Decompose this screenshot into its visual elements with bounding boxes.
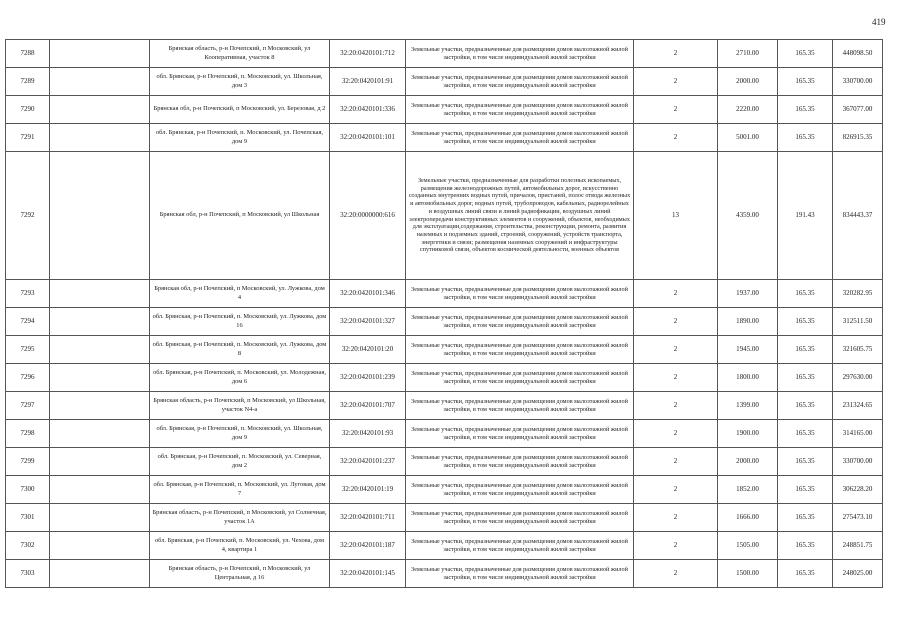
cadastral-value-cell: 367077.00 (833, 96, 883, 124)
row-number-cell: 7302 (6, 532, 50, 560)
specific-value-cell: 165.35 (778, 448, 833, 476)
table-row (6, 504, 883, 532)
address-cell: Брянская область, р-н Почепский, п Московский, ул Школьная, участок N4-а (150, 392, 330, 420)
area-cell: 1890.00 (718, 308, 778, 336)
blank-cell (50, 68, 150, 96)
land-use-purpose-cell: Земельные участки, предназначенные для размещения домов малоэтажной жилой застройки, в том числе индивидуальной жилой застройки (406, 68, 634, 96)
address-cell: обл. Брянская, р-н Почепский, п. Московский, ул. Лужкова, дом 8 (150, 336, 330, 364)
group-number-cell: 2 (634, 364, 718, 392)
address-cell: обл. Брянская, р-н Почепский, п. Московский, ул. Северная, дом 2 (150, 448, 330, 476)
blank-cell (50, 124, 150, 152)
address-cell: обл. Брянская, р-н Почепский, п. Московский, ул. Школьная, дом 9 (150, 420, 330, 448)
row-number-cell: 7296 (6, 364, 50, 392)
land-use-purpose-cell: Земельные участки, предназначенные для размещения домов малоэтажной жилой застройки, в том числе индивидуальной жилой застройки (406, 420, 634, 448)
cadastral-value-cell: 826915.35 (833, 124, 883, 152)
table-row (6, 364, 883, 392)
area-cell: 1666.00 (718, 504, 778, 532)
land-use-purpose-cell: Земельные участки, предназначенные для размещения домов малоэтажной жилой застройки, в том числе индивидуальной жилой застройки (406, 336, 634, 364)
specific-value-cell: 165.35 (778, 532, 833, 560)
area-cell: 1900.00 (718, 420, 778, 448)
specific-value-cell: 165.35 (778, 420, 833, 448)
address-cell: Брянская область, р-н Почепский, п Московский, ул Центральная, д 16 (150, 560, 330, 588)
land-use-purpose-cell: Земельные участки, предназначенные для размещения домов малоэтажной жилой застройки, в том числе индивидуальной жилой застройки (406, 364, 634, 392)
area-cell: 1399.00 (718, 392, 778, 420)
blank-cell (50, 392, 150, 420)
land-use-purpose-cell: Земельные участки, предназначенные для размещения домов малоэтажной жилой застройки, в том числе индивидуальной жилой застройки (406, 124, 634, 152)
area-cell: 2710.00 (718, 40, 778, 68)
row-number-cell: 7290 (6, 96, 50, 124)
specific-value-cell: 165.35 (778, 364, 833, 392)
blank-cell (50, 308, 150, 336)
table-row (6, 152, 883, 280)
specific-value-cell: 165.35 (778, 124, 833, 152)
group-number-cell: 2 (634, 40, 718, 68)
row-number-cell: 7303 (6, 560, 50, 588)
cadastral-value-cell: 314165.00 (833, 420, 883, 448)
land-use-purpose-cell: Земельные участки, предназначенные для размещения домов малоэтажной жилой застройки, в том числе индивидуальной жилой застройки (406, 96, 634, 124)
specific-value-cell: 165.35 (778, 280, 833, 308)
specific-value-cell: 165.35 (778, 476, 833, 504)
group-number-cell: 2 (634, 476, 718, 504)
area-cell: 1500.00 (718, 560, 778, 588)
table-row (6, 448, 883, 476)
cadastral-number-cell: 32:20:0420101:707 (330, 392, 406, 420)
cadastral-number-cell: 32:20:0420101:145 (330, 560, 406, 588)
group-number-cell: 2 (634, 504, 718, 532)
row-number-cell: 7291 (6, 124, 50, 152)
row-number-cell: 7289 (6, 68, 50, 96)
group-number-cell: 2 (634, 532, 718, 560)
cadastral-number-cell: 32:20:0420101:187 (330, 532, 406, 560)
row-number-cell: 7301 (6, 504, 50, 532)
blank-cell (50, 152, 150, 280)
cadastral-number-cell: 32:20:0420101:711 (330, 504, 406, 532)
cadastral-value-cell: 330700.00 (833, 448, 883, 476)
land-use-purpose-cell: Земельные участки, предназначенные для размещения домов малоэтажной жилой застройки, в том числе индивидуальной жилой застройки (406, 532, 634, 560)
blank-cell (50, 280, 150, 308)
cadastral-number-cell: 32:20:0420101:712 (330, 40, 406, 68)
table-body (6, 40, 883, 588)
table-row (6, 336, 883, 364)
land-use-purpose-cell: Земельные участки, предназначенные для размещения домов малоэтажной жилой застройки, в том числе индивидуальной жилой застройки (406, 308, 634, 336)
table-row (6, 280, 883, 308)
table-row (6, 96, 883, 124)
cadastral-value-cell: 448098.50 (833, 40, 883, 68)
table-row (6, 308, 883, 336)
land-use-purpose-cell: Земельные участки, предназначенные для размещения домов малоэтажной жилой застройки, в том числе индивидуальной жилой застройки (406, 280, 634, 308)
address-cell: Брянская обл, р-н Почепский, п Московский, ул. Лужкова, дом 4 (150, 280, 330, 308)
table-row (6, 68, 883, 96)
cadastral-number-cell: 32:20:0420101:239 (330, 364, 406, 392)
address-cell: обл. Брянская, р-н Почепский, п. Московский, ул. Почепская, дом 9 (150, 124, 330, 152)
area-cell: 1945.00 (718, 336, 778, 364)
address-cell: Брянская область, р-н Почепский, п Московский, ул Солнечная, участок 1А (150, 504, 330, 532)
area-cell: 4359.00 (718, 152, 778, 280)
area-cell: 2220.00 (718, 96, 778, 124)
address-cell: Брянская область, р-н Почепский, п Московский, ул Кооперативная, участок 8 (150, 40, 330, 68)
cadastral-value-cell: 231324.65 (833, 392, 883, 420)
specific-value-cell: 165.35 (778, 392, 833, 420)
group-number-cell: 2 (634, 96, 718, 124)
specific-value-cell: 165.35 (778, 40, 833, 68)
land-use-purpose-cell: Земельные участки, предназначенные для размещения домов малоэтажной жилой застройки, в том числе индивидуальной жилой застройки (406, 476, 634, 504)
blank-cell (50, 96, 150, 124)
table-row (6, 532, 883, 560)
specific-value-cell: 165.35 (778, 68, 833, 96)
cadastral-number-cell: 32:20:0420101:20 (330, 336, 406, 364)
row-number-cell: 7288 (6, 40, 50, 68)
blank-cell (50, 420, 150, 448)
address-cell: обл. Брянская, р-н Почепский, п. Московский, ул. Молодежная, дом 6 (150, 364, 330, 392)
row-number-cell: 7297 (6, 392, 50, 420)
page-number: 419 (872, 17, 886, 27)
cadastral-value-cell: 248851.75 (833, 532, 883, 560)
address-cell: Брянская обл, р-н Почепский, п Московский, ул Школьная (150, 152, 330, 280)
table-row (6, 420, 883, 448)
blank-cell (50, 532, 150, 560)
cadastral-number-cell: 32:20:0420101:91 (330, 68, 406, 96)
row-number-cell: 7300 (6, 476, 50, 504)
specific-value-cell: 165.35 (778, 96, 833, 124)
table-row (6, 476, 883, 504)
area-cell: 1800.00 (718, 364, 778, 392)
group-number-cell: 2 (634, 124, 718, 152)
cadastral-value-cell: 834443.37 (833, 152, 883, 280)
blank-cell (50, 476, 150, 504)
row-number-cell: 7292 (6, 152, 50, 280)
blank-cell (50, 336, 150, 364)
cadastral-number-cell: 32:20:0000000:616 (330, 152, 406, 280)
cadastral-number-cell: 32:20:0420101:237 (330, 448, 406, 476)
group-number-cell: 2 (634, 420, 718, 448)
group-number-cell: 2 (634, 280, 718, 308)
row-number-cell: 7299 (6, 448, 50, 476)
address-cell: обл. Брянская, р-н Почепский, п. Московский, ул. Чехова, дом 4, квартира 1 (150, 532, 330, 560)
group-number-cell: 2 (634, 308, 718, 336)
group-number-cell: 2 (634, 560, 718, 588)
cadastral-number-cell: 32:20:0420101:336 (330, 96, 406, 124)
land-use-purpose-cell: Земельные участки, предназначенные для размещения домов малоэтажной жилой застройки, в том числе индивидуальной жилой застройки (406, 40, 634, 68)
area-cell: 1505.00 (718, 532, 778, 560)
specific-value-cell: 165.35 (778, 308, 833, 336)
table-row (6, 392, 883, 420)
cadastral-value-cell: 320282.95 (833, 280, 883, 308)
land-use-purpose-cell: Земельные участки, предназначенные для размещения домов малоэтажной жилой застройки, в том числе индивидуальной жилой застройки (406, 392, 634, 420)
area-cell: 2000.00 (718, 448, 778, 476)
table-row (6, 124, 883, 152)
area-cell: 1937.00 (718, 280, 778, 308)
area-cell: 5001.00 (718, 124, 778, 152)
address-cell: обл. Брянская, р-н Почепский, п. Московский, ул. Луговая, дом 7 (150, 476, 330, 504)
cadastral-value-cell: 275473.10 (833, 504, 883, 532)
row-number-cell: 7295 (6, 336, 50, 364)
specific-value-cell: 191.43 (778, 152, 833, 280)
group-number-cell: 2 (634, 336, 718, 364)
group-number-cell: 13 (634, 152, 718, 280)
row-number-cell: 7298 (6, 420, 50, 448)
group-number-cell: 2 (634, 392, 718, 420)
cadastral-number-cell: 32:20:0420101:101 (330, 124, 406, 152)
cadastral-value-cell: 330700.00 (833, 68, 883, 96)
cadastral-value-cell: 297630.00 (833, 364, 883, 392)
land-use-purpose-cell: Земельные участки, предназначенные для размещения домов малоэтажной жилой застройки, в том числе индивидуальной жилой застройки (406, 504, 634, 532)
cadastral-number-cell: 32:20:0420101:19 (330, 476, 406, 504)
specific-value-cell: 165.35 (778, 504, 833, 532)
blank-cell (50, 560, 150, 588)
cadastral-number-cell: 32:20:0420101:93 (330, 420, 406, 448)
group-number-cell: 2 (634, 448, 718, 476)
cadastral-value-cell: 248025.00 (833, 560, 883, 588)
specific-value-cell: 165.35 (778, 560, 833, 588)
row-number-cell: 7293 (6, 280, 50, 308)
cadastral-value-cell: 306228.20 (833, 476, 883, 504)
cadastral-value-cell: 321605.75 (833, 336, 883, 364)
land-use-purpose-cell: Земельные участки, предназначенные для размещения домов малоэтажной жилой застройки, в том числе индивидуальной жилой застройки (406, 448, 634, 476)
blank-cell (50, 504, 150, 532)
cadastral-number-cell: 32:20:0420101:346 (330, 280, 406, 308)
cadastral-number-cell: 32:20:0420101:327 (330, 308, 406, 336)
land-use-purpose-cell: Земельные участки, предназначенные для разработки полезных ископаемых, размещения железнодорожных путей, автомобильных дорог, искусственно созданных внутренних водных путей, причалов, пристаней, полос отвода железных и автомобильных дорог, водных путей, трубопроводов, кабельных, радиорелейных и воздушных линий связи и линий радиофикации, воздушных линий электропередачи конструктивных элементов и сооружений, объектов, необходимых для эксплуатации,содержания, строительства, реконструкции, ремонта, развития наземных и подземных зданий, строений, сооружений, устройств транспорта, энергетики и связи; размещения наземных сооружений и инфраструктуры спутниковой связи, объектов космической деятельности, военных объектов (406, 152, 634, 280)
cadastral-value-cell: 312511.50 (833, 308, 883, 336)
blank-cell (50, 448, 150, 476)
address-cell: Брянская обл, р-н Почепский, п Московский, ул. Березовая, д 2 (150, 96, 330, 124)
table-row (6, 560, 883, 588)
table-row (6, 40, 883, 68)
land-use-purpose-cell: Земельные участки, предназначенные для размещения домов малоэтажной жилой застройки, в том числе индивидуальной жилой застройки (406, 560, 634, 588)
blank-cell (50, 364, 150, 392)
area-cell: 1852.00 (718, 476, 778, 504)
specific-value-cell: 165.35 (778, 336, 833, 364)
area-cell: 2000.00 (718, 68, 778, 96)
group-number-cell: 2 (634, 68, 718, 96)
address-cell: обл. Брянская, р-н Почепский, п. Московский, ул. Лужкова, дом 16 (150, 308, 330, 336)
row-number-cell: 7294 (6, 308, 50, 336)
address-cell: обл. Брянская, р-н Почепский, п. Московский, ул. Школьная, дом 3 (150, 68, 330, 96)
blank-cell (50, 40, 150, 68)
land-plots-table (5, 39, 883, 588)
